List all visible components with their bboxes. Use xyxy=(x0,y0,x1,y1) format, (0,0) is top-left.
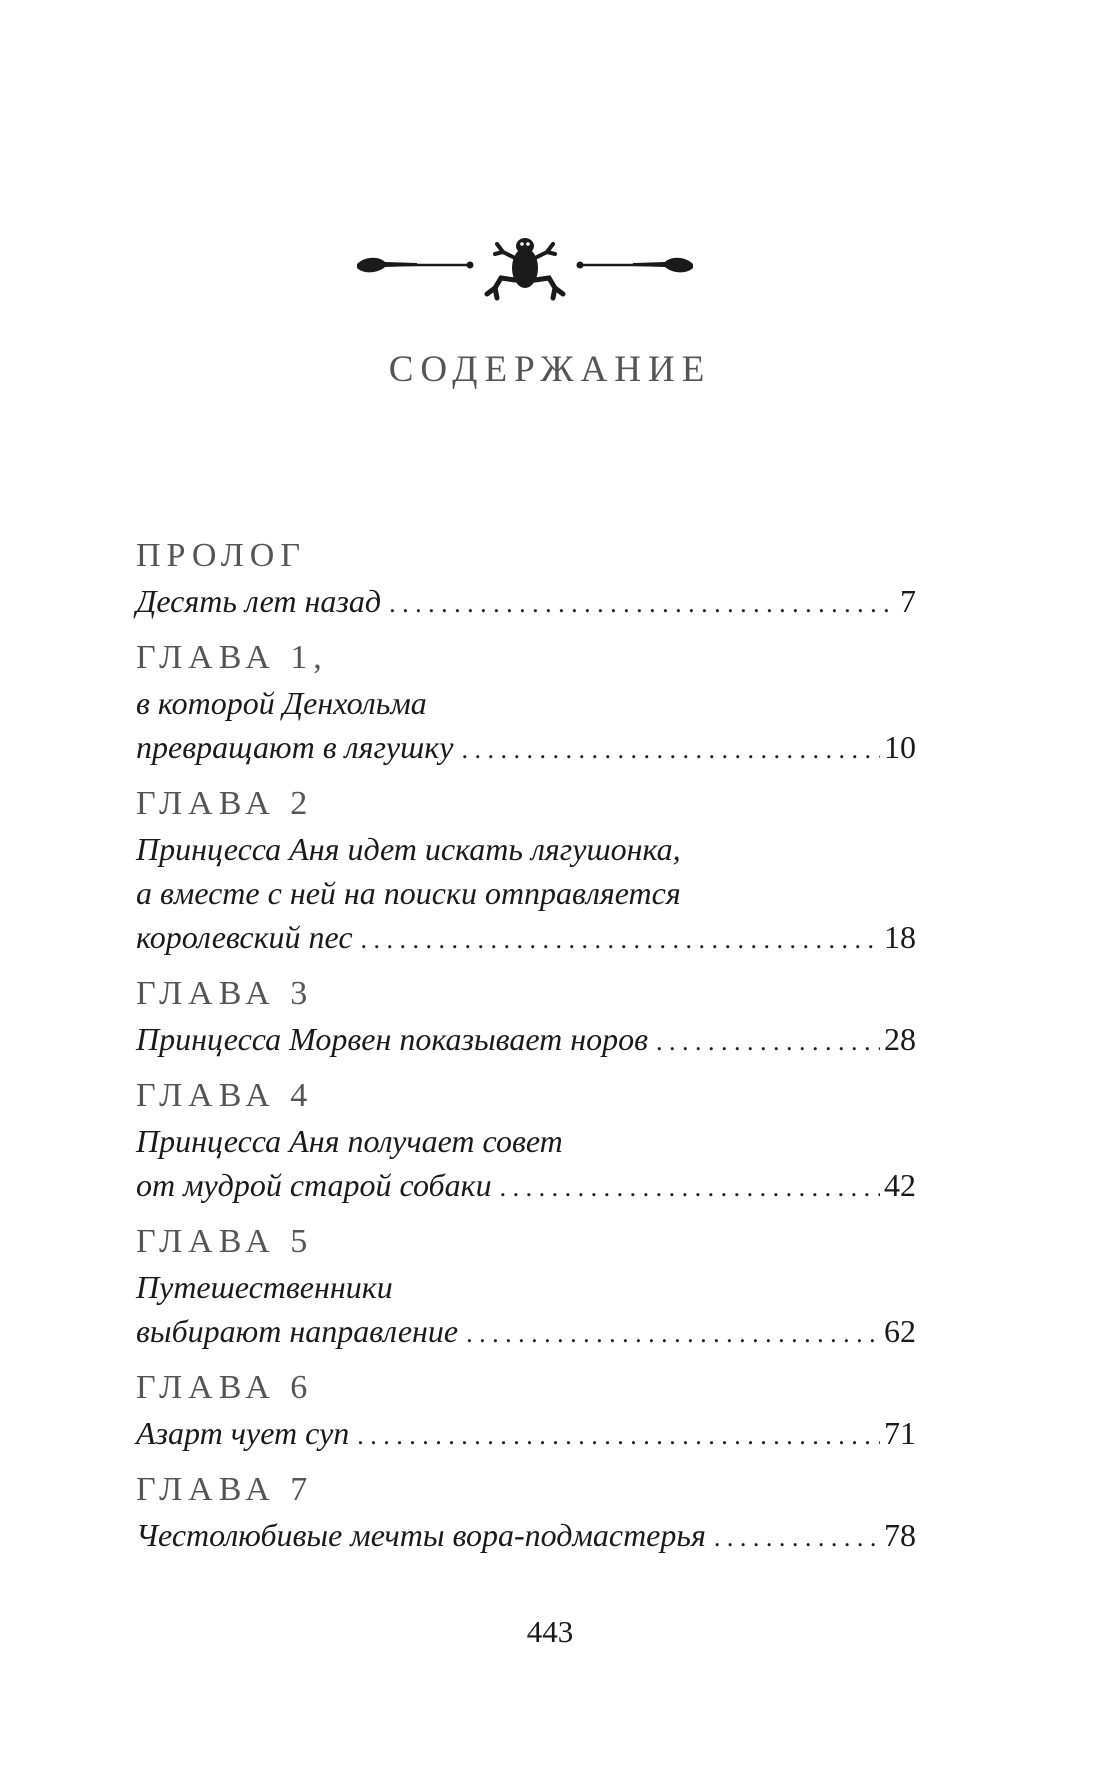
chapter-label: ГЛАВА 5 xyxy=(136,1223,314,1260)
chapter-title: превращают в лягушку xyxy=(136,729,454,765)
page-ref: 28 xyxy=(884,1021,916,1057)
toc-line xyxy=(136,1163,916,1207)
page-ref: 71 xyxy=(884,1415,916,1451)
dot-leader xyxy=(389,582,896,626)
page-title: СОДЕРЖАНИЕ xyxy=(388,349,712,390)
dot-leader xyxy=(461,728,880,772)
dot-leader xyxy=(357,1414,880,1458)
toc-line xyxy=(136,1411,916,1455)
toc-line xyxy=(136,725,916,769)
chapter-label: ПРОЛОГ xyxy=(136,537,307,574)
toc-entry[interactable] xyxy=(136,533,916,623)
dot-leader xyxy=(714,1516,880,1560)
chapter-title: выбирают направление xyxy=(136,1313,459,1349)
page-ref: 7 xyxy=(900,583,916,619)
chapter-title: Азарт чует суп xyxy=(136,1415,350,1451)
toc-line xyxy=(136,1513,916,1557)
chapter-title: а вместе с ней на поиски отправляется xyxy=(136,875,681,911)
toc-entry[interactable] xyxy=(136,1467,916,1557)
chapter-label: ГЛАВА 1, xyxy=(136,639,328,676)
toc-entry[interactable] xyxy=(136,971,916,1061)
toc-entry[interactable] xyxy=(136,1219,916,1353)
page-ref: 10 xyxy=(884,729,916,765)
chapter-title: Принцесса Морвен показывает норов xyxy=(136,1021,648,1057)
toc-entry[interactable] xyxy=(136,635,916,769)
dot-leader xyxy=(500,1166,880,1210)
page-ref: 18 xyxy=(884,919,916,955)
page-ref: 78 xyxy=(884,1517,916,1553)
chapter-title: королевский пес xyxy=(136,919,353,955)
toc-entry[interactable] xyxy=(136,781,916,959)
toc-line xyxy=(136,1017,916,1061)
toc-entry[interactable] xyxy=(136,1073,916,1207)
chapter-title: Принцесса Аня идет искать лягушонка, xyxy=(136,831,681,867)
chapter-label: ГЛАВА 3 xyxy=(136,975,314,1012)
chapter-label: ГЛАВА 4 xyxy=(136,1077,314,1114)
toc-entry[interactable] xyxy=(136,1365,916,1455)
chapter-label: ГЛАВА 6 xyxy=(136,1369,314,1406)
table-of-contents xyxy=(136,533,916,1569)
chapter-title: от мудрой старой собаки xyxy=(136,1167,492,1203)
chapter-title: Честолюбивые мечты вора-подмастерья xyxy=(136,1517,706,1553)
chapter-title: в которой Денхольма xyxy=(136,685,427,721)
toc-line xyxy=(136,915,916,959)
dot-leader xyxy=(361,918,880,962)
dot-leader xyxy=(656,1020,880,1064)
chapter-label: ГЛАВА 2 xyxy=(136,785,314,822)
chapter-title: Принцесса Аня получает совет xyxy=(136,1123,563,1159)
page-ref: 62 xyxy=(884,1313,916,1349)
chapter-title: Десять лет назад xyxy=(136,583,382,619)
chapter-title: Путешественники xyxy=(136,1269,393,1305)
toc-line xyxy=(136,579,916,623)
chapter-label: ГЛАВА 7 xyxy=(136,1471,314,1508)
frog-ornament-icon xyxy=(355,228,695,306)
page-number: 443 xyxy=(526,1614,574,1649)
dot-leader xyxy=(466,1312,880,1356)
toc-line xyxy=(136,1309,916,1353)
page-ref: 42 xyxy=(884,1167,916,1203)
